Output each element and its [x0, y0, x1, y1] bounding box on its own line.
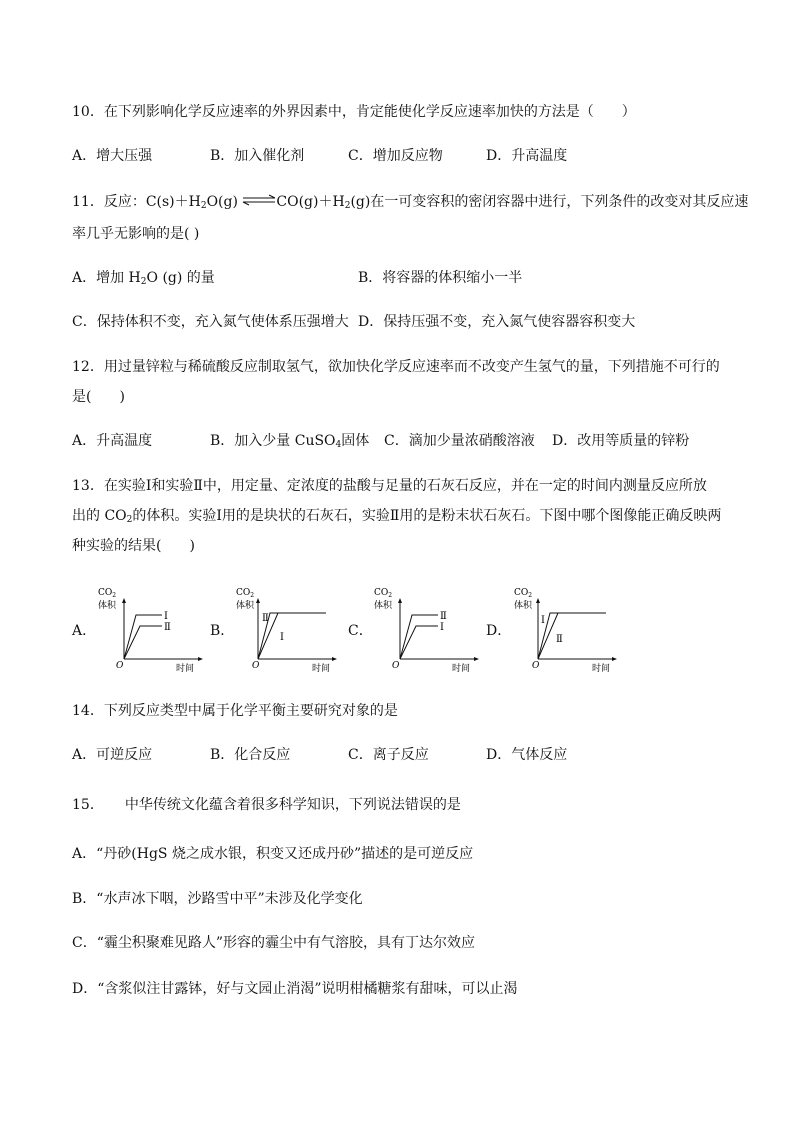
graph-a-label: A．	[72, 623, 97, 639]
subscript: 2	[200, 201, 207, 211]
graph-c-ylabel: $CO_2$	[374, 588, 393, 599]
q11-option-c: C．保持体积不变，充入氮气使体系压强增大	[72, 314, 349, 330]
curve-lower	[400, 626, 438, 659]
graph-d-xlabel: 时间	[592, 664, 611, 673]
graph-c-upper-label: Ⅱ	[440, 611, 447, 622]
graph-b-upper-label: Ⅱ	[262, 613, 269, 624]
equilibrium-arrow-icon	[242, 192, 276, 204]
q13-stem-line3: 种实验的结果( )	[72, 538, 195, 554]
graph-c-xlabel: 时间	[452, 664, 471, 673]
q11-option-a-text: A．增加 H	[72, 270, 141, 286]
q11-option-d: D．保持压强不变，充入氮气使容器容积变大	[358, 314, 636, 330]
graph-c-lower-label: Ⅰ	[440, 622, 444, 633]
graph-a	[96, 585, 206, 677]
graph-a-ylabel-2: 体积	[98, 601, 117, 611]
q11-stem	[72, 192, 748, 216]
q11-stem-part-c: CO(g)＋H	[276, 194, 345, 210]
q10-option-c: C．增加反应物	[348, 148, 443, 164]
q15-option-a: A．“丹砂(HgS 烧之成水银，积变又还成丹砂”描述的是可逆反应	[72, 846, 474, 862]
graph-c-ylabel-2: 体积	[374, 601, 393, 611]
subscript: 2	[126, 515, 133, 525]
q10-option-d: D．升高温度	[486, 148, 568, 164]
arrow-up-icon	[398, 598, 402, 603]
q13-stem-line2	[72, 506, 721, 530]
q14-stem: 14．下列反应类型中属于化学平衡主要研究对象的是	[72, 703, 398, 719]
q13-stem-line2-text: 出的 CO	[72, 508, 127, 524]
graph-b-xlabel: 时间	[312, 664, 331, 673]
q15-option-d: D．“含浆似注甘露钵，好与文园止消渴”说明柑橘糖浆有甜味，可以止渴	[72, 981, 518, 997]
graph-d	[510, 585, 620, 677]
q11-stem-part-a: 11．反应：C(s)＋H	[72, 194, 201, 210]
q11-option-a	[72, 268, 215, 292]
curve-upper	[124, 615, 162, 659]
graph-b-ylabel-2: 体积	[236, 601, 255, 611]
q12-option-b-text-2: 固体	[341, 433, 370, 449]
q11-option-a-text-2: O (g) 的量	[146, 270, 215, 286]
q15-option-c: C．“霾尘积聚难见路人”形容的霾尘中有气溶胶，具有丁达尔效应	[72, 935, 476, 951]
graph-d-origin: O	[532, 661, 540, 671]
graph-a-origin: O	[116, 661, 124, 671]
q10-option-b: B．加入催化剂	[210, 148, 305, 164]
q10-stem: 10．在下列影响化学反应速率的外界因素中，肯定能使化学反应速率加快的方法是（ ）	[72, 104, 636, 120]
curve-lower	[124, 626, 162, 659]
q15-option-b: B．“水声冰下咽，沙路雪中平”未涉及化学变化	[72, 891, 363, 907]
q11-stem-part-b: O(g)	[206, 194, 238, 210]
q12-stem-line1: 12．用过量锌粒与稀硫酸反应制取氢气，欲加快化学反应速率而不改变产生氢气的量，下列措施不可行的	[72, 359, 720, 375]
arrow-right-icon	[612, 657, 617, 661]
graph-a-ylabel: $CO_2$	[98, 588, 117, 599]
subscript: 2	[344, 201, 351, 211]
graph-d-lower-label: Ⅱ	[556, 634, 563, 645]
graph-b-lower-label: Ⅰ	[280, 632, 284, 643]
graph-b-ylabel: $CO_2$	[236, 588, 255, 599]
q14-option-d: D．气体反应	[486, 747, 568, 763]
q11-stem-part-d: (g)在一可变容积的密闭容器中进行，下列条件的改变对其反应速	[350, 194, 749, 210]
curve-upper	[400, 615, 438, 659]
arrow-right-icon	[198, 657, 203, 661]
q14-option-a: A．可逆反应	[72, 747, 153, 763]
q13-stem-line1: 13．在实验Ⅰ和实验Ⅱ中，用定量、定浓度的盐酸与足量的石灰石反应，并在一定的时间内测量反应所放	[72, 478, 707, 494]
q14-option-b: B．化合反应	[210, 747, 291, 763]
graph-a-lower-label: Ⅱ	[164, 622, 171, 633]
arrow-up-icon	[256, 598, 260, 603]
subscript: 2	[140, 277, 147, 287]
subscript: 4	[335, 440, 342, 450]
q12-option-d: D．改用等质量的锌粉	[552, 433, 690, 449]
graph-d-label: D．	[486, 623, 512, 639]
arrow-right-icon	[332, 657, 337, 661]
graph-d-ylabel: $CO_2$	[514, 588, 533, 599]
graph-d-ylabel-2: 体积	[514, 601, 533, 611]
arrow-up-icon	[536, 598, 540, 603]
q11-stem-line2: 率几乎无影响的是( )	[72, 226, 200, 242]
q10-option-a: A．增大压强	[72, 148, 153, 164]
graph-b-origin: O	[252, 661, 260, 671]
graph-b	[230, 585, 340, 677]
graph-a-xlabel: 时间	[176, 664, 195, 673]
q12-option-b-text: B．加入少量 CuSO	[210, 433, 336, 449]
q12-option-b	[210, 431, 369, 455]
graph-a-upper-label: Ⅰ	[164, 611, 168, 622]
q14-option-c: C．离子反应	[348, 747, 429, 763]
graph-d-upper-label: Ⅰ	[541, 615, 545, 626]
q15-stem: 15． 中华传统文化蕴含着很多科学知识，下列说法错误的是	[72, 797, 461, 813]
graph-c	[372, 585, 482, 677]
graph-b-label: B．	[210, 623, 235, 639]
arrow-up-icon	[122, 598, 126, 603]
q11-option-b: B．将容器的体积缩小一半	[358, 270, 523, 286]
arrow-right-icon	[474, 657, 479, 661]
q12-option-a: A．升高温度	[72, 433, 153, 449]
graph-c-label: C．	[348, 623, 373, 639]
q12-stem-line2: 是( )	[72, 389, 125, 405]
q12-option-c: C．滴加少量浓硝酸溶液	[384, 433, 535, 449]
q13-stem-line2-text-2: 的体积。实验Ⅰ用的是块状的石灰石，实验Ⅱ用的是粉末状石灰石。下图中哪个图像能正确反映两	[132, 508, 722, 524]
graph-c-origin: O	[392, 661, 400, 671]
